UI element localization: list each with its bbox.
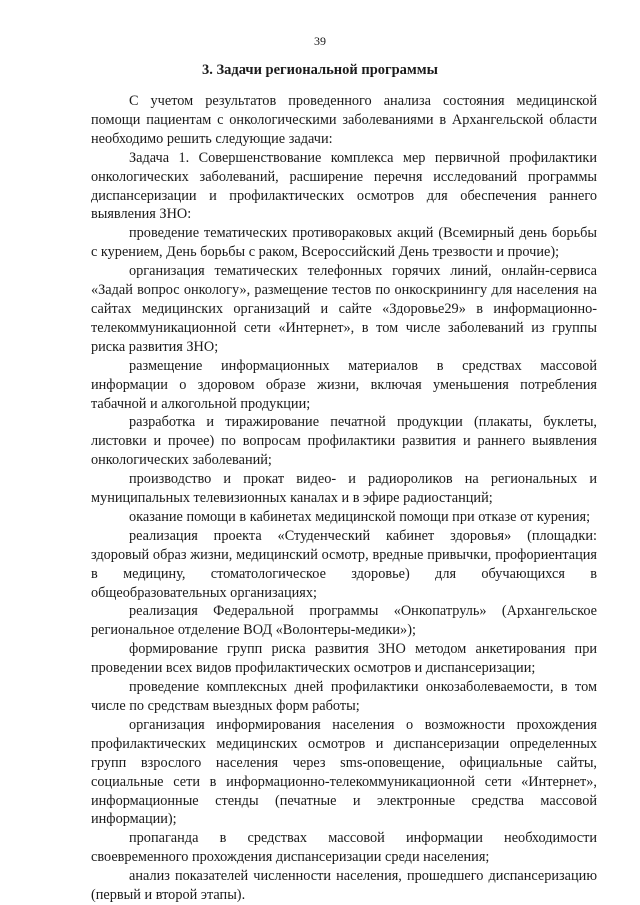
list-item: проведение комплексных дней профилактики онкозаболеваемости, в том числе по средствам выездных форм работы; — [91, 679, 597, 714]
section-heading: 3. Задачи региональной программы — [201, 62, 438, 78]
page-number: 39 — [314, 34, 326, 48]
list-item: организация информирования населения о возможности прохождения профилактических медицинских осмотров и диспансеризации определенных групп взрослого населения через sms-оповещение, официальные сайты, социальные сети в информационно-телекоммуникационной сети «Интернет», информационные стенды (печатные и электронные средства массовой информации); — [91, 716, 597, 828]
list-item: реализация проекта «Студенческий кабинет здоровья» (площадки: здоровый образ жизни, медицинский осмотр, вредные привычки, профориентация в медицину, стоматологическое здоровье) для обучающихся в общеобразовательных организациях; — [91, 527, 597, 601]
list-item: разработка и тиражирование печатной продукции (плакаты, буклеты, листовки и прочее) по вопросам профилактики развития и раннего выявления онкологических заболеваний; — [91, 414, 597, 469]
paragraph-intro: С учетом результатов проведенного анализа состояния медицинской помощи пациентам с онкологическими заболеваниями в Архангельской области необходимо решить следующие задачи: — [91, 93, 597, 147]
list-item: пропаганда в средствах массовой информации необходимости своевременного прохождения диспансеризации среди населения; — [91, 830, 597, 866]
list-item: реализация Федеральной программы «Онкопатруль» (Архангельское региональное отделение ВОД «Волонтеры-медики»); — [91, 603, 597, 639]
list-item: анализ показателей численности населения, прошедшего диспансеризацию (первый и второй этапы). — [91, 868, 597, 904]
list-item: производство и прокат видео- и радиороликов на региональных и муниципальных телевизионных каналах и в эфире радиостанций; — [91, 471, 597, 507]
list-item: организация тематических телефонных горячих линий, онлайн-сервиса «Задай вопрос онкологу», размещение тестов по онкоскринингу для населения на сайтах медицинских организаций и сайте «Здоровье29» в информационно-телекоммуникационной сети «Интернет», в том числе заболеваний из группы риска развития ЗНО; — [91, 263, 597, 355]
paragraph-task-1: Задача 1. Совершенствование комплекса мер первичной профилактики онкологических заболеваний, расширение перечня исследований программы диспансеризации и профилактических осмотров для обеспечения раннего выявления ЗНО: — [91, 149, 597, 223]
list-item: проведение тематических противораковых акций (Всемирный день борьбы с курением, День борьбы с раком, Всероссийский День трезвости и прочие); — [91, 225, 597, 261]
document-body — [91, 92, 597, 905]
list-item: формирование групп риска развития ЗНО методом анкетирования при проведении всех видов профилактических осмотров и диспансеризации; — [91, 641, 597, 677]
list-item: размещение информационных материалов в средствах массовой информации о здоровом образе жизни, включая уменьшения потребления табачной и алкогольной продукции; — [91, 357, 597, 412]
list-item: оказание помощи в кабинетах медицинской помощи при отказе от курения; — [129, 508, 591, 525]
